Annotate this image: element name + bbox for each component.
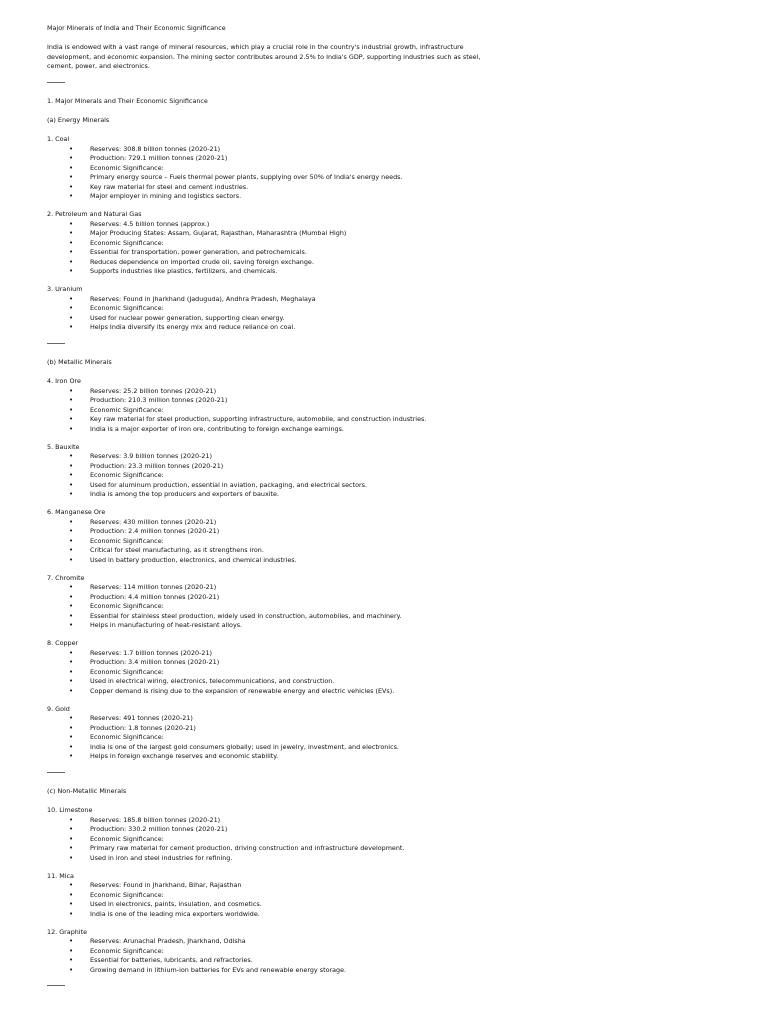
bullet-icon: • <box>69 182 74 191</box>
list-item <box>47 556 507 566</box>
list-item <box>47 844 507 854</box>
list-item-text: Reserves: 185.8 billion tonnes (2020-21) <box>90 815 221 824</box>
mineral-group <box>47 787 507 987</box>
list-item <box>47 173 507 183</box>
bullet-icon: • <box>69 890 74 899</box>
document-title: Major Minerals of India and Their Economic Significance <box>47 24 226 32</box>
mineral-title: 8. Copper <box>47 639 79 647</box>
list-item-text: Economic Significance: <box>90 834 164 843</box>
mineral-item <box>47 135 507 202</box>
list-item <box>47 900 507 910</box>
list-item <box>47 668 507 678</box>
mineral-title: 1. Coal <box>47 135 70 143</box>
list-item-text: Reserves: Arunachal Pradesh, Jharkhand, Odisha <box>90 937 246 945</box>
list-item-text: Supports industries like plastics, fertilizers, and chemicals. <box>90 267 278 275</box>
mineral-group <box>47 358 507 773</box>
list-item <box>47 471 507 481</box>
bullet-icon: • <box>69 546 74 554</box>
mineral-group <box>47 116 507 344</box>
list-item-text: Economic Significance: <box>90 890 164 899</box>
list-item <box>47 937 507 947</box>
group-heading: (c) Non-Metallic Minerals <box>47 786 127 795</box>
list-item <box>47 537 507 547</box>
list-item <box>47 752 507 762</box>
mineral-item <box>47 377 507 434</box>
intro-paragraph: India is endowed with a vast range of mineral resources, which play a crucial role in the country's industrial growth, infrastructure development, and economic expansion. The mining sector contributes around 2.5% to India's GDP, supporting industries such as steel, cement, power, and electronics. <box>47 43 481 70</box>
list-item <box>47 396 507 406</box>
list-item <box>47 891 507 901</box>
mineral-title: 2. Petroleum and Natural Gas <box>47 210 142 218</box>
list-item-text: Production: 3.4 million tonnes (2020-21) <box>90 658 220 666</box>
list-item-text: Reserves: 4.5 billion tonnes (approx.) <box>90 219 210 228</box>
list-item <box>47 304 507 314</box>
list-item-text: Major employer in mining and logistics sectors. <box>90 192 242 200</box>
list-item <box>47 164 507 174</box>
list-item <box>47 192 507 202</box>
bullet-icon: • <box>69 257 74 266</box>
list-item <box>47 258 507 268</box>
bullet-icon: • <box>69 937 74 945</box>
bullet-icon: • <box>69 267 74 275</box>
bullet-icon: • <box>69 825 74 833</box>
list-item <box>47 881 507 891</box>
mineral-item <box>47 872 507 920</box>
bullet-icon: • <box>69 686 74 695</box>
mineral-points-list <box>47 816 507 864</box>
bullet-icon: • <box>69 304 74 312</box>
mineral-points-list <box>47 452 507 500</box>
mineral-title: 4. Iron Ore <box>47 377 81 385</box>
list-item-text: Economic Significance: <box>90 602 164 610</box>
list-item <box>47 910 507 920</box>
list-item-text: India is a major exporter of iron ore, contributing to foreign exchange earnings. <box>90 424 344 433</box>
list-item-text: Primary raw material for cement production, driving construction and infrastructure development. <box>90 844 405 852</box>
list-item-text: Used in iron and steel industries for refining. <box>90 853 233 862</box>
list-item <box>47 295 507 305</box>
list-item-text: Helps in manufacturing of heat-resistant alloys. <box>90 621 243 629</box>
mineral-groups <box>47 116 507 987</box>
list-item-text: Reserves: 1.7 billion tonnes (2020-21) <box>90 648 213 657</box>
list-item-text: Used in electrical wiring, electronics, telecommunications, and construction. <box>90 677 335 685</box>
bullet-icon: • <box>69 238 74 247</box>
list-item <box>47 621 507 631</box>
list-item-text: Used for aluminum production, essential in aviation, packaging, and electrical sectors. <box>90 480 367 489</box>
list-item-text: Reserves: Found in Jharkhand (Jaduguda), Andhra Pradesh, Meghalaya <box>90 294 316 303</box>
bullet-icon: • <box>69 415 74 423</box>
mineral-title: 11. Mica <box>47 871 74 880</box>
bullet-icon: • <box>69 714 74 722</box>
list-item <box>47 248 507 258</box>
list-item-text: Economic Significance: <box>90 238 164 247</box>
list-item <box>47 966 507 976</box>
bullet-icon: • <box>69 658 74 666</box>
mineral-title: 6. Manganese Ore <box>47 508 106 516</box>
section-divider <box>47 985 65 986</box>
list-item-text: Economic Significance: <box>90 405 164 414</box>
group-heading: (b) Metallic Minerals <box>47 357 112 366</box>
mineral-points-list <box>47 295 507 333</box>
list-item <box>47 649 507 659</box>
bullet-icon: • <box>69 452 74 460</box>
bullet-icon: • <box>69 752 74 760</box>
list-item <box>47 825 507 835</box>
bullet-icon: • <box>69 471 74 479</box>
bullet-icon: • <box>69 248 74 256</box>
mineral-title: 3. Uranium <box>47 285 83 293</box>
list-item-text: Economic Significance: <box>90 946 164 955</box>
mineral-title: 10. Limestone <box>47 806 93 814</box>
bullet-icon: • <box>69 294 74 303</box>
list-item-text: Economic Significance: <box>90 304 164 312</box>
list-item <box>47 145 507 155</box>
list-item <box>47 733 507 743</box>
list-item-text: India is one of the leading mica exporters worldwide. <box>90 909 260 918</box>
list-item <box>47 239 507 249</box>
list-item <box>47 518 507 528</box>
bullet-icon: • <box>69 667 74 676</box>
bullet-icon: • <box>69 154 74 162</box>
list-item-text: Reserves: 430 million tonnes (2020-21) <box>90 517 217 526</box>
mineral-points-list <box>47 714 507 762</box>
list-item <box>47 835 507 845</box>
list-item <box>47 956 507 966</box>
document-page <box>47 24 507 1000</box>
list-item-text: Reserves: 3.9 billion tonnes (2020-21) <box>90 452 213 460</box>
list-item <box>47 229 507 239</box>
bullet-icon: • <box>69 677 74 685</box>
bullet-icon: • <box>69 723 74 732</box>
list-item <box>47 816 507 826</box>
list-item-text: Reserves: Found in Jharkhand, Bihar, Rajasthan <box>90 881 242 889</box>
mineral-points-list <box>47 583 507 631</box>
bullet-icon: • <box>69 163 74 172</box>
bullet-icon: • <box>69 517 74 526</box>
bullet-icon: • <box>69 583 74 591</box>
list-item-text: Reserves: 491 tonnes (2020-21) <box>90 714 193 722</box>
list-item-text: Production: 23.3 million tonnes (2020-21) <box>90 461 224 470</box>
list-item <box>47 415 507 425</box>
list-item <box>47 425 507 435</box>
bullet-icon: • <box>69 621 74 629</box>
list-item <box>47 593 507 603</box>
bullet-icon: • <box>69 909 74 918</box>
list-item-text: Production: 2.4 million tonnes (2020-21) <box>90 527 220 535</box>
list-item-text: Primary energy source – Fuels thermal power plants, supplying over 50% of India's energy needs. <box>90 173 403 181</box>
bullet-icon: • <box>69 461 74 470</box>
mineral-item <box>47 443 507 500</box>
list-item-text: Growing demand in lithium-ion batteries for EVs and renewable energy storage. <box>90 965 347 974</box>
list-item-text: Used in electronics, paints, insulation, and cosmetics. <box>90 900 262 908</box>
mineral-item <box>47 508 507 565</box>
mineral-points-list <box>47 937 507 975</box>
list-item-text: Production: 1.8 tonnes (2020-21) <box>90 723 196 732</box>
list-item <box>47 602 507 612</box>
list-item <box>47 612 507 622</box>
bullet-icon: • <box>69 527 74 535</box>
list-item-text: Reserves: 114 million tonnes (2020-21) <box>90 583 217 591</box>
list-item <box>47 462 507 472</box>
list-item <box>47 583 507 593</box>
mineral-item <box>47 210 507 277</box>
list-item-text: Economic Significance: <box>90 536 164 545</box>
list-item <box>47 546 507 556</box>
bullet-icon: • <box>69 834 74 843</box>
bullet-icon: • <box>69 853 74 862</box>
mineral-item <box>47 574 507 631</box>
mineral-points-list <box>47 649 507 697</box>
list-item-text: Production: 729.1 million tonnes (2020-21) <box>90 154 228 162</box>
mineral-item <box>47 928 507 976</box>
bullet-icon: • <box>69 323 74 331</box>
list-item-text: Helps in foreign exchange reserves and economic stability. <box>90 752 279 760</box>
bullet-icon: • <box>69 480 74 489</box>
bullet-icon: • <box>69 611 74 620</box>
mineral-item <box>47 705 507 762</box>
bullet-icon: • <box>69 219 74 228</box>
list-item-text: India is among the top producers and exporters of bauxite. <box>90 490 279 498</box>
mineral-points-list <box>47 518 507 566</box>
bullet-icon: • <box>69 881 74 889</box>
mineral-item <box>47 806 507 863</box>
section-divider <box>47 343 65 344</box>
list-item <box>47 154 507 164</box>
list-item-text: Major Producing States: Assam, Gujarat, Rajasthan, Maharashtra (Mumbai High) <box>90 229 347 237</box>
list-item-text: Used for nuclear power generation, supporting clean energy. <box>90 313 285 322</box>
list-item-text: Reduces dependence on imported crude oil, saving foreign exchange. <box>90 257 314 266</box>
section-divider <box>47 82 65 83</box>
mineral-title: 7. Chromite <box>47 573 85 582</box>
section-title: 1. Major Minerals and Their Economic Significance <box>47 96 208 105</box>
list-item <box>47 490 507 500</box>
list-item-text: Copper demand is rising due to the expansion of renewable energy and electric vehicles (EVs). <box>90 686 395 695</box>
bullet-icon: • <box>69 144 74 153</box>
list-item <box>47 724 507 734</box>
list-item <box>47 406 507 416</box>
bullet-icon: • <box>69 815 74 824</box>
bullet-icon: • <box>69 946 74 955</box>
list-item <box>47 743 507 753</box>
list-item <box>47 677 507 687</box>
bullet-icon: • <box>69 229 74 237</box>
group-heading: (a) Energy Minerals <box>47 115 110 124</box>
list-item <box>47 714 507 724</box>
bullet-icon: • <box>69 386 74 395</box>
list-item <box>47 267 507 277</box>
list-item-text: Economic Significance: <box>90 471 164 479</box>
list-item <box>47 323 507 333</box>
bullet-icon: • <box>69 555 74 564</box>
mineral-item <box>47 639 507 696</box>
bullet-icon: • <box>69 900 74 908</box>
list-item <box>47 183 507 193</box>
list-item-text: Economic Significance: <box>90 163 164 172</box>
list-item-text: Essential for stainless steel production, widely used in construction, automobiles, and machinery. <box>90 611 402 620</box>
bullet-icon: • <box>69 405 74 414</box>
list-item-text: Essential for transportation, power generation, and petrochemicals. <box>90 248 307 256</box>
bullet-icon: • <box>69 733 74 741</box>
list-item <box>47 854 507 864</box>
bullet-icon: • <box>69 592 74 601</box>
list-item <box>47 947 507 957</box>
list-item-text: Production: 210.3 million tonnes (2020-21) <box>90 396 228 404</box>
bullet-icon: • <box>69 602 74 610</box>
mineral-points-list <box>47 881 507 919</box>
list-item-text: Key raw material for steel production, supporting infrastructure, automobile, and construction industries. <box>90 415 427 423</box>
bullet-icon: • <box>69 396 74 404</box>
list-item <box>47 452 507 462</box>
bullet-icon: • <box>69 313 74 322</box>
bullet-icon: • <box>69 490 74 498</box>
list-item-text: Production: 4.4 million tonnes (2020-21) <box>90 592 220 601</box>
list-item-text: Reserves: 308.8 billion tonnes (2020-21) <box>90 144 221 153</box>
list-item <box>47 220 507 230</box>
list-item-text: Economic Significance: <box>90 667 164 676</box>
mineral-points-list <box>47 145 507 202</box>
bullet-icon: • <box>69 192 74 200</box>
list-item <box>47 658 507 668</box>
list-item <box>47 314 507 324</box>
list-item-text: Critical for steel manufacturing, as it strengthens iron. <box>90 546 264 554</box>
bullet-icon: • <box>69 844 74 852</box>
bullet-icon: • <box>69 956 74 964</box>
list-item-text: Used in battery production, electronics, and chemical industries. <box>90 555 297 564</box>
list-item-text: Reserves: 25.2 billion tonnes (2020-21) <box>90 386 217 395</box>
mineral-title: 9. Gold <box>47 704 70 713</box>
list-item <box>47 481 507 491</box>
bullet-icon: • <box>69 536 74 545</box>
list-item-text: Essential for batteries, lubricants, and refractories. <box>90 956 253 964</box>
bullet-icon: • <box>69 742 74 751</box>
list-item-text: Economic Significance: <box>90 733 164 741</box>
mineral-title: 5. Bauxite <box>47 442 80 451</box>
bullet-icon: • <box>69 424 74 433</box>
mineral-points-list <box>47 387 507 435</box>
bullet-icon: • <box>69 173 74 181</box>
mineral-title: 12. Graphite <box>47 927 88 936</box>
section-divider <box>47 772 65 773</box>
list-item-text: Key raw material for steel and cement industries. <box>90 182 249 191</box>
list-item-text: Helps India diversify its energy mix and reduce reliance on coal. <box>90 323 296 331</box>
list-item <box>47 687 507 697</box>
bullet-icon: • <box>69 648 74 657</box>
mineral-points-list <box>47 220 507 277</box>
list-item-text: Production: 330.2 million tonnes (2020-21) <box>90 825 228 833</box>
bullet-icon: • <box>69 965 74 974</box>
mineral-item <box>47 285 507 333</box>
list-item <box>47 527 507 537</box>
list-item <box>47 387 507 397</box>
list-item-text: India is one of the largest gold consumers globally; used in jewelry, investment, and electronics. <box>90 742 399 751</box>
